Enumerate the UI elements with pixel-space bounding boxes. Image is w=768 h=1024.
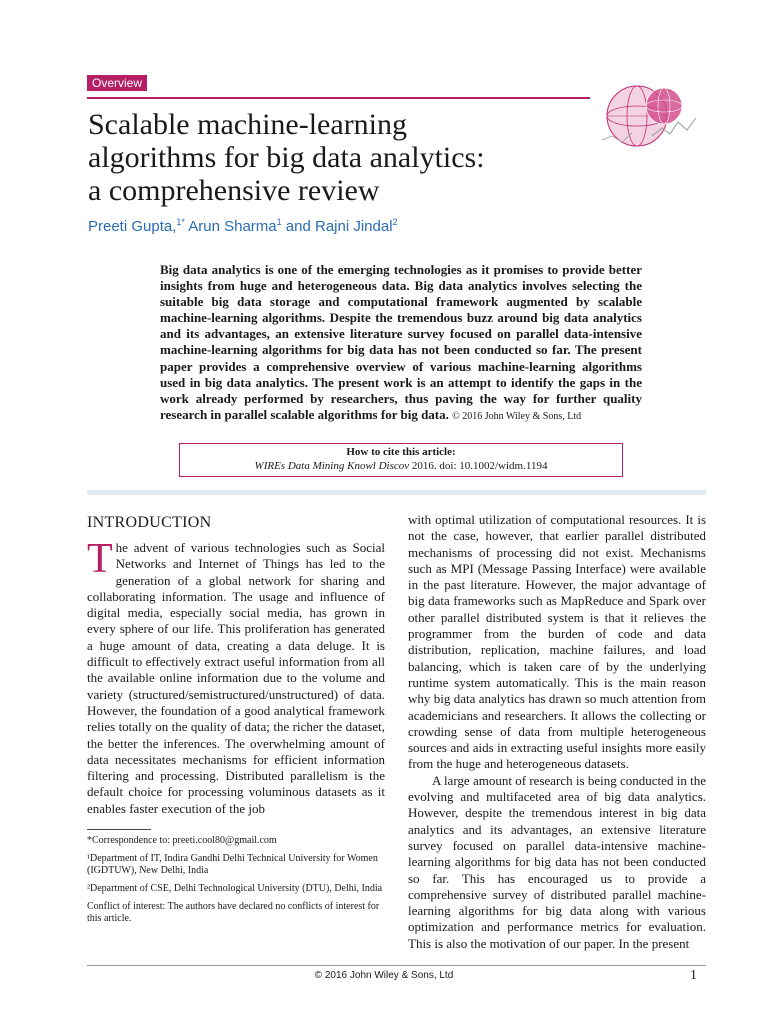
citation-doi: 2016. doi: 10.1002/widm.1194	[409, 460, 548, 472]
journal-logo-icon	[592, 78, 704, 158]
title-line-2: algorithms for big data analytics:	[88, 141, 485, 174]
paragraph-text: he advent of various technologies such as Social Networks and Internet of Things has led to the generation of a global network for sharing and collaborating information. The usage and influence of digital media, especially social media, has grown in every sphere of our life. This proliferation has generated a huge amount of data, creating a data deluge. It is difficult to effectively extract useful information from all the available online information due to the volume and variety (structured/semistructured/unstructured) of data. However, the foundation of a good analytical framework relies totally on the quality of data; the richer the dataset, the better the inferences. The overwhelming amount of data necessitates mechanisms for efficient information filtering and processing. Distributed parallelism is the default choice for processing voluminous datasets as it enables faster execution of the job	[87, 540, 385, 816]
author-name: and Rajni Jindal	[281, 218, 393, 235]
paper-title	[88, 108, 598, 207]
drop-cap: T	[87, 536, 113, 582]
author-affiliation-mark: 1	[276, 217, 282, 227]
footnotes	[87, 835, 385, 931]
section-heading: INTRODUCTION	[87, 514, 212, 531]
citation-journal: WIREs Data Mining Knowl Discov	[254, 460, 410, 472]
title-line-1: Scalable machine-learning	[88, 108, 408, 141]
page-number: 1	[690, 968, 697, 983]
intro-paragraph-2: with optimal utilization of computational resources. It is not the case, however, that earlier parallel distributed mechanisms of processing did not exist. Mechanisms such as MPI (Message Passing Interface) were available in the past literature. However, the major advantage of big data frameworks such as MapReduce and Spark over other parallel distributed system is that it relieves the programmer from the burden of code and data distribution, replication, machine failures, and load balancing, which is taken care of by the underlying runtime system automatically. This is the main reason why big data analytics has drawn so much attention from academicians and researchers. It allows the collecting or crowding sense of data from multiple heterogeneous sources and aids in extracting useful insights more easily from the huge and heterogeneous datasets.	[408, 512, 706, 772]
abstract	[160, 262, 642, 425]
citation-text	[180, 459, 622, 474]
citation-box	[179, 443, 623, 477]
intro-paragraph-1	[87, 536, 385, 817]
affiliation-2: ²Department of CSE, Delhi Technological University (DTU), Delhi, India	[87, 883, 383, 894]
author-affiliation-mark: 1*	[176, 217, 185, 227]
abstract-text: Big data analytics is one of the emerging technologies as it promises to provide better insights from huge and heterogeneous data. Big data analytics involves selecting the suitable big data storage and computational framework augmented by scalable machine-learning algorithms. Despite the tremendous buzz around big data analytics and its advantages, an extensive literature survey focused on parallel data-intensive machine-learning algorithms for big data has not been conducted so far. The present paper provides a comprehensive overview of various machine-learning algorithms used in big data analytics. The present work is an attempt to identify the gaps in the work already performed by researchers, thus paving the way for further quality research in parallel scalable algorithms for big data.	[160, 262, 642, 422]
affiliation-1: ¹Department of IT, Indira Gandhi Delhi Technical University for Women (IGDTUW), New Delhi, India	[87, 853, 378, 876]
footer-copyright: © 2016 John Wiley & Sons, Ltd	[314, 970, 454, 981]
footer-rule	[87, 965, 706, 966]
author-affiliation-mark: 2	[392, 217, 398, 227]
conflict-note: Conflict of interest: The authors have declared no conflicts of interest for this article.	[87, 901, 380, 924]
title-line-3: a comprehensive review	[88, 174, 380, 207]
correspondence-note: *Correspondence to: preeti.cool80@gmail.com	[87, 835, 277, 846]
left-column	[87, 512, 385, 817]
author-name: Preeti Gupta,	[88, 218, 177, 235]
abstract-copyright: © 2016 John Wiley & Sons, Ltd	[452, 410, 582, 422]
header-rule	[87, 97, 590, 99]
citation-heading: How to cite this article:	[346, 446, 456, 458]
footnote-rule	[87, 829, 151, 830]
section-divider	[87, 490, 706, 495]
author-list	[88, 217, 398, 235]
right-column	[408, 512, 706, 952]
intro-paragraph-3: A large amount of research is being conducted in the evolving and multifaceted area of big data analytics. However, despite the tremendous interest in big data analytics and its advantages, an extensive literature survey focused on parallel data-intensive machine-learning algorithms for big data has not been conducted so far. This has encouraged us to provide a comprehensive survey of distributed parallel machine-learning algorithms for big data along with various optimization and performance metrics for evaluation. This is also the motivation of our paper. In the present	[408, 772, 706, 951]
section-badge: Overview	[87, 75, 147, 91]
author-name: Arun Sharma	[184, 218, 277, 235]
